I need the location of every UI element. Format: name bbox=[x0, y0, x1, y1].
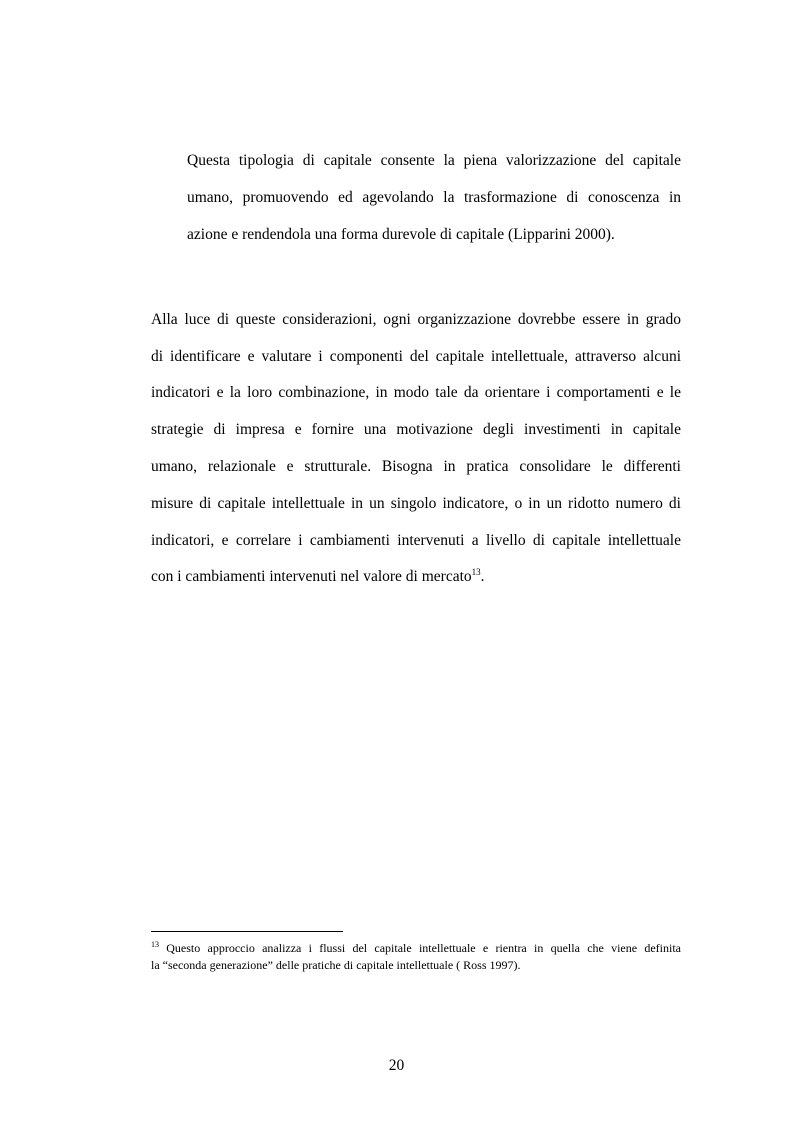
quote-line: Questa tipologia di capitale consente la piena valorizzazione del capitale bbox=[187, 152, 681, 169]
footnote-line bbox=[151, 941, 681, 955]
paragraph-line: umano, relazionale e strutturale. Bisogna in pratica consolidare le differenti bbox=[151, 458, 681, 475]
paragraph-line-text: con i cambiamenti intervenuti nel valore di mercato bbox=[151, 568, 472, 585]
paragraph-line: misure di capitale intellettuale in un singolo indicatore, o in un ridotto numero di bbox=[151, 495, 681, 512]
paragraph-line: indicatori, e correlare i cambiamenti intervenuti a livello di capitale intellettuale bbox=[151, 532, 681, 549]
paragraph-line: strategie di impresa e fornire una motivazione degli investimenti in capitale bbox=[151, 421, 681, 438]
footnote-separator bbox=[151, 931, 343, 932]
footnote-text: Questo approccio analizza i flussi del capitale intellettuale e rientra in quella che viene definita bbox=[159, 941, 681, 955]
quote-line: azione e rendendola una forma durevole di capitale (Lipparini 2000). bbox=[187, 226, 615, 243]
paragraph-last-line bbox=[151, 568, 681, 586]
paragraph-line: di identificare e valutare i componenti del capitale intellettuale, attraverso alcuni bbox=[151, 348, 681, 365]
paragraph-end-punct: . bbox=[480, 568, 485, 585]
paragraph-line: Alla luce di queste considerazioni, ogni organizzazione dovrebbe essere in grado bbox=[151, 311, 681, 328]
quote-line: umano, promuovendo ed agevolando la trasformazione di conoscenza in bbox=[187, 189, 681, 206]
paragraph-line: indicatori e la loro combinazione, in modo tale da orientare i comportamenti e le bbox=[151, 384, 681, 401]
footnote-line: la “seconda generazione” delle pratiche di capitale intellettuale ( Ross 1997). bbox=[151, 958, 521, 972]
footnote-marker: 13 bbox=[151, 940, 159, 949]
footnote-reference[interactable]: 13 bbox=[471, 567, 481, 577]
page-number: 20 bbox=[388, 1057, 405, 1074]
